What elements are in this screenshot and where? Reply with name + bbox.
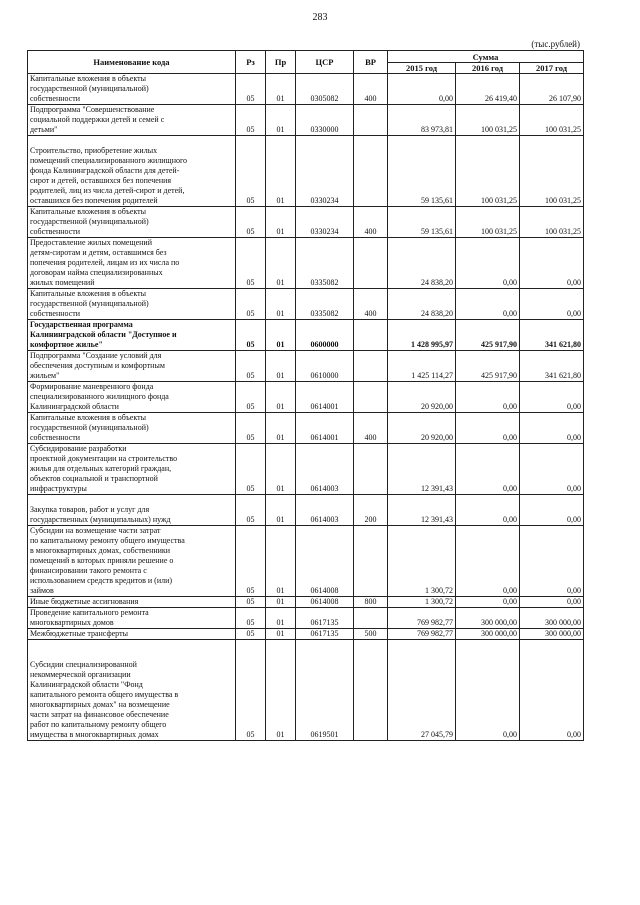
header-2016: 2016 год xyxy=(456,63,520,74)
row-csr: 0610000 xyxy=(296,351,354,382)
table-row xyxy=(28,382,584,413)
row-2017: 341 621,80 xyxy=(520,320,584,351)
row-2017: 0,00 xyxy=(520,413,584,444)
row-csr: 0330234 xyxy=(296,136,354,207)
row-name: Межбюджетные трансферты xyxy=(28,629,236,640)
row-pr: 01 xyxy=(266,351,296,382)
row-2017: 300 000,00 xyxy=(520,608,584,629)
row-vr xyxy=(354,136,388,207)
row-name: Иные бюджетные ассигнования xyxy=(28,597,236,608)
row-2015: 1 425 114,27 xyxy=(388,351,456,382)
row-vr: 500 xyxy=(354,629,388,640)
row-vr xyxy=(354,640,388,741)
table-row xyxy=(28,207,584,238)
row-2017: 0,00 xyxy=(520,289,584,320)
row-pr: 01 xyxy=(266,495,296,526)
row-name: Подпрограмма "Создание условий для обеспечения доступным и комфортным жильем" xyxy=(28,351,236,382)
row-csr: 0614003 xyxy=(296,444,354,495)
row-2016: 425 917,90 xyxy=(456,351,520,382)
row-rz: 05 xyxy=(236,289,266,320)
row-csr: 0617135 xyxy=(296,629,354,640)
row-rz: 05 xyxy=(236,351,266,382)
table-row xyxy=(28,608,584,629)
row-csr: 0330234 xyxy=(296,207,354,238)
row-vr xyxy=(354,320,388,351)
row-rz: 05 xyxy=(236,597,266,608)
row-rz: 05 xyxy=(236,238,266,289)
row-2016: 300 000,00 xyxy=(456,608,520,629)
row-vr xyxy=(354,608,388,629)
row-vr xyxy=(354,444,388,495)
row-pr: 01 xyxy=(266,629,296,640)
row-2016: 0,00 xyxy=(456,495,520,526)
row-2015: 1 300,72 xyxy=(388,597,456,608)
table-row xyxy=(28,597,584,608)
header-rz: Рз xyxy=(236,51,266,74)
row-name: Подпрограмма "Совершенствование социальной поддержки детей и семей с детьми" xyxy=(28,105,236,136)
row-csr: 0305082 xyxy=(296,74,354,105)
table-row xyxy=(28,351,584,382)
row-csr: 0335082 xyxy=(296,238,354,289)
row-2016: 0,00 xyxy=(456,382,520,413)
row-2016: 0,00 xyxy=(456,597,520,608)
row-csr: 0614008 xyxy=(296,526,354,597)
table-row xyxy=(28,495,584,526)
row-2017: 0,00 xyxy=(520,597,584,608)
table-row xyxy=(28,629,584,640)
row-vr xyxy=(354,238,388,289)
table-body xyxy=(28,74,584,741)
unit-note: (тыс.рублей) xyxy=(531,39,580,49)
table-row xyxy=(28,289,584,320)
budget-table xyxy=(27,50,584,741)
row-pr: 01 xyxy=(266,608,296,629)
row-name: Капитальные вложения в объекты государственной (муниципальной) собственности xyxy=(28,207,236,238)
row-2015: 20 920,00 xyxy=(388,413,456,444)
row-2017: 0,00 xyxy=(520,444,584,495)
row-csr: 0619501 xyxy=(296,640,354,741)
row-csr: 0600000 xyxy=(296,320,354,351)
row-vr: 400 xyxy=(354,289,388,320)
row-2017: 300 000,00 xyxy=(520,629,584,640)
row-name: Субсидирование разработки проектной документации на строительство жилья для отдельных категорий граждан, объектов социальной и транспортной инфраструктуры xyxy=(28,444,236,495)
row-name: Государственная программа Калининградской области "Доступное и комфортное жилье" xyxy=(28,320,236,351)
row-2015: 20 920,00 xyxy=(388,382,456,413)
row-name: Субсидии на возмещение части затрат по капитальному ремонту общего имущества в многоквартирных домах, собственники помещений в которых приняли решение о финансировании такого ремонта с использованием средств кредитов и (или) займов xyxy=(28,526,236,597)
row-2016: 0,00 xyxy=(456,289,520,320)
row-2015: 24 838,20 xyxy=(388,238,456,289)
row-pr: 01 xyxy=(266,238,296,289)
row-2015: 59 135,61 xyxy=(388,136,456,207)
row-name: Субсидии специализированной некоммерческой организации Калининградской области "Фонд капитального ремонта общего имущества в многоквартирных домах" на возмещение части затрат на финансовое обеспечение работ по капитальному ремонту общего имущества в многоквартирных домах xyxy=(28,640,236,741)
row-vr xyxy=(354,526,388,597)
row-rz: 05 xyxy=(236,136,266,207)
row-csr: 0614008 xyxy=(296,597,354,608)
header-sum: Сумма xyxy=(388,51,584,63)
row-rz: 05 xyxy=(236,413,266,444)
row-name: Проведение капитального ремонта многоквартирных домов xyxy=(28,608,236,629)
row-name: Формирование маневренного фонда специализированного жилищного фонда Калининградской области xyxy=(28,382,236,413)
row-vr: 400 xyxy=(354,207,388,238)
row-pr: 01 xyxy=(266,526,296,597)
row-2016: 425 917,90 xyxy=(456,320,520,351)
row-pr: 01 xyxy=(266,207,296,238)
row-vr: 400 xyxy=(354,413,388,444)
row-pr: 01 xyxy=(266,413,296,444)
table-row xyxy=(28,238,584,289)
row-csr: 0335082 xyxy=(296,289,354,320)
row-2016: 0,00 xyxy=(456,526,520,597)
row-pr: 01 xyxy=(266,74,296,105)
row-2015: 59 135,61 xyxy=(388,207,456,238)
row-rz: 05 xyxy=(236,640,266,741)
row-rz: 05 xyxy=(236,629,266,640)
row-2016: 26 419,40 xyxy=(456,74,520,105)
row-2015: 769 982,77 xyxy=(388,608,456,629)
row-name: Капитальные вложения в объекты государственной (муниципальной) собственности xyxy=(28,289,236,320)
row-2017: 100 031,25 xyxy=(520,207,584,238)
row-2017: 341 621,80 xyxy=(520,351,584,382)
row-2016: 100 031,25 xyxy=(456,136,520,207)
table-row xyxy=(28,320,584,351)
table-row xyxy=(28,526,584,597)
row-rz: 05 xyxy=(236,74,266,105)
table-row xyxy=(28,74,584,105)
row-2016: 0,00 xyxy=(456,413,520,444)
row-csr: 0614003 xyxy=(296,495,354,526)
row-pr: 01 xyxy=(266,289,296,320)
header-name: Наименование кода xyxy=(28,51,236,74)
row-csr: 0330000 xyxy=(296,105,354,136)
row-2015: 1 428 995,97 xyxy=(388,320,456,351)
row-vr: 200 xyxy=(354,495,388,526)
row-2016: 0,00 xyxy=(456,640,520,741)
row-2016: 100 031,25 xyxy=(456,207,520,238)
row-name: Капитальные вложения в объекты государственной (муниципальной) собственности xyxy=(28,413,236,444)
row-vr: 400 xyxy=(354,74,388,105)
row-2016: 0,00 xyxy=(456,238,520,289)
row-2017: 0,00 xyxy=(520,495,584,526)
row-rz: 05 xyxy=(236,608,266,629)
row-rz: 05 xyxy=(236,382,266,413)
row-csr: 0614001 xyxy=(296,382,354,413)
row-2015: 27 045,79 xyxy=(388,640,456,741)
row-pr: 01 xyxy=(266,136,296,207)
page-number: 283 xyxy=(312,12,328,23)
row-name: Предоставление жилых помещений детям-сиротам и детям, оставшимся без попечения родителей, лицам из их числа по договорам найма специализированных жилых помещений xyxy=(28,238,236,289)
header-2015: 2015 год xyxy=(388,63,456,74)
header-2017: 2017 год xyxy=(520,63,584,74)
row-2016: 0,00 xyxy=(456,444,520,495)
table-row xyxy=(28,640,584,741)
table-row xyxy=(28,136,584,207)
row-rz: 05 xyxy=(236,444,266,495)
row-pr: 01 xyxy=(266,320,296,351)
table-row xyxy=(28,413,584,444)
row-pr: 01 xyxy=(266,640,296,741)
row-2017: 26 107,90 xyxy=(520,74,584,105)
row-2017: 0,00 xyxy=(520,526,584,597)
row-name: Капитальные вложения в объекты государственной (муниципальной) собственности xyxy=(28,74,236,105)
row-2015: 12 391,43 xyxy=(388,444,456,495)
row-vr xyxy=(354,382,388,413)
row-rz: 05 xyxy=(236,526,266,597)
row-2017: 0,00 xyxy=(520,640,584,741)
row-pr: 01 xyxy=(266,105,296,136)
row-vr xyxy=(354,105,388,136)
row-pr: 01 xyxy=(266,382,296,413)
row-2017: 100 031,25 xyxy=(520,136,584,207)
row-2015: 83 973,81 xyxy=(388,105,456,136)
row-csr: 0617135 xyxy=(296,608,354,629)
row-2015: 769 982,77 xyxy=(388,629,456,640)
row-name: Закупка товаров, работ и услуг для государственных (муниципальных) нужд xyxy=(28,495,236,526)
row-pr: 01 xyxy=(266,597,296,608)
row-name: Строительство, приобретение жилых помещений специализированного жилищного фонда Калининградской области для детей- сирот и детей, оставшихся без попечения родителей, лиц из числа детей-сирот и детей, оставшихся без попечения родителей xyxy=(28,136,236,207)
row-pr: 01 xyxy=(266,444,296,495)
header-pr: Пр xyxy=(266,51,296,74)
header-csr: ЦСР xyxy=(296,51,354,74)
row-2015: 1 300,72 xyxy=(388,526,456,597)
row-2015: 0,00 xyxy=(388,74,456,105)
row-rz: 05 xyxy=(236,207,266,238)
row-2015: 12 391,43 xyxy=(388,495,456,526)
table-row xyxy=(28,444,584,495)
row-csr: 0614001 xyxy=(296,413,354,444)
row-2017: 100 031,25 xyxy=(520,105,584,136)
row-2016: 100 031,25 xyxy=(456,105,520,136)
row-2017: 0,00 xyxy=(520,238,584,289)
row-rz: 05 xyxy=(236,320,266,351)
row-2016: 300 000,00 xyxy=(456,629,520,640)
table-row xyxy=(28,105,584,136)
row-vr xyxy=(354,351,388,382)
row-2017: 0,00 xyxy=(520,382,584,413)
row-rz: 05 xyxy=(236,495,266,526)
row-vr: 800 xyxy=(354,597,388,608)
row-2015: 24 838,20 xyxy=(388,289,456,320)
header-vr: ВР xyxy=(354,51,388,74)
row-rz: 05 xyxy=(236,105,266,136)
